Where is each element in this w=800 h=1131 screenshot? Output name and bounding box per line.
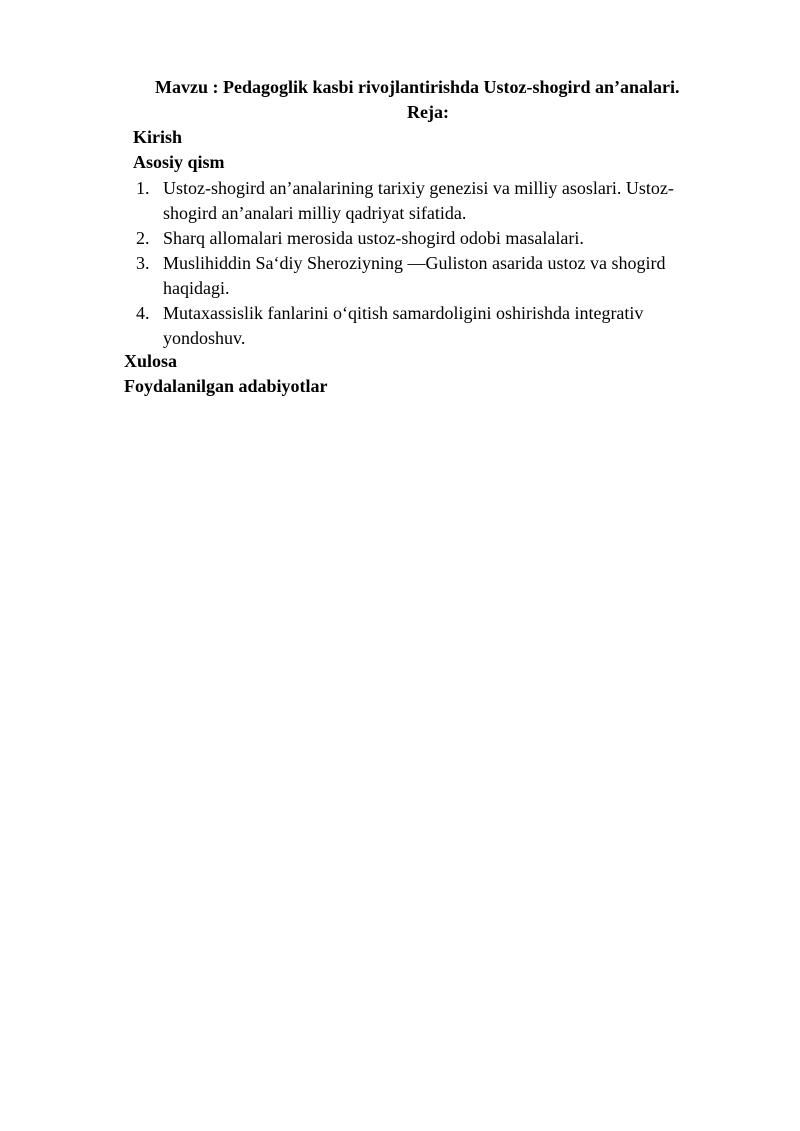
plan-item-number: 4.	[136, 303, 150, 323]
plan-item-4	[136, 301, 706, 351]
plan-item-number: 2.	[136, 228, 150, 248]
plan-item-text: Sharq allomalari merosida ustoz-shogird odobi masalalari.	[163, 228, 584, 248]
plan-item-3	[136, 251, 706, 301]
plan-item-text: Muslihiddin Sa‘diy Sheroziyning —Guliston asarida ustoz va shogird haqidagi.	[163, 253, 666, 298]
plan-item-number: 3.	[136, 253, 150, 273]
plan-item-2	[136, 226, 706, 251]
references-heading: Foydalanilgan adabiyotlar	[124, 376, 328, 396]
plan-item-text: Ustoz-shogird an’analarining tarixiy genezisi va milliy asoslari. Ustoz-shogird an’analari milliy qadriyat sifatida.	[163, 178, 674, 223]
plan-item-text: Mutaxassislik fanlarini o‘qitish samardoligini oshirishda integrativ yondoshuv.	[163, 303, 644, 348]
plan-item-number: 1.	[136, 178, 150, 198]
plan-heading: Reja:	[407, 102, 449, 122]
document-title: Mavzu : Pedagoglik kasbi rivojlantirishda Ustoz-shogird an’analari.	[155, 77, 680, 97]
plan-list	[136, 176, 706, 351]
plan-item-1	[136, 176, 706, 226]
conclusion-heading: Xulosa	[124, 351, 178, 371]
main-part-heading: Asosiy qism	[133, 152, 225, 172]
intro-heading: Kirish	[133, 127, 183, 147]
